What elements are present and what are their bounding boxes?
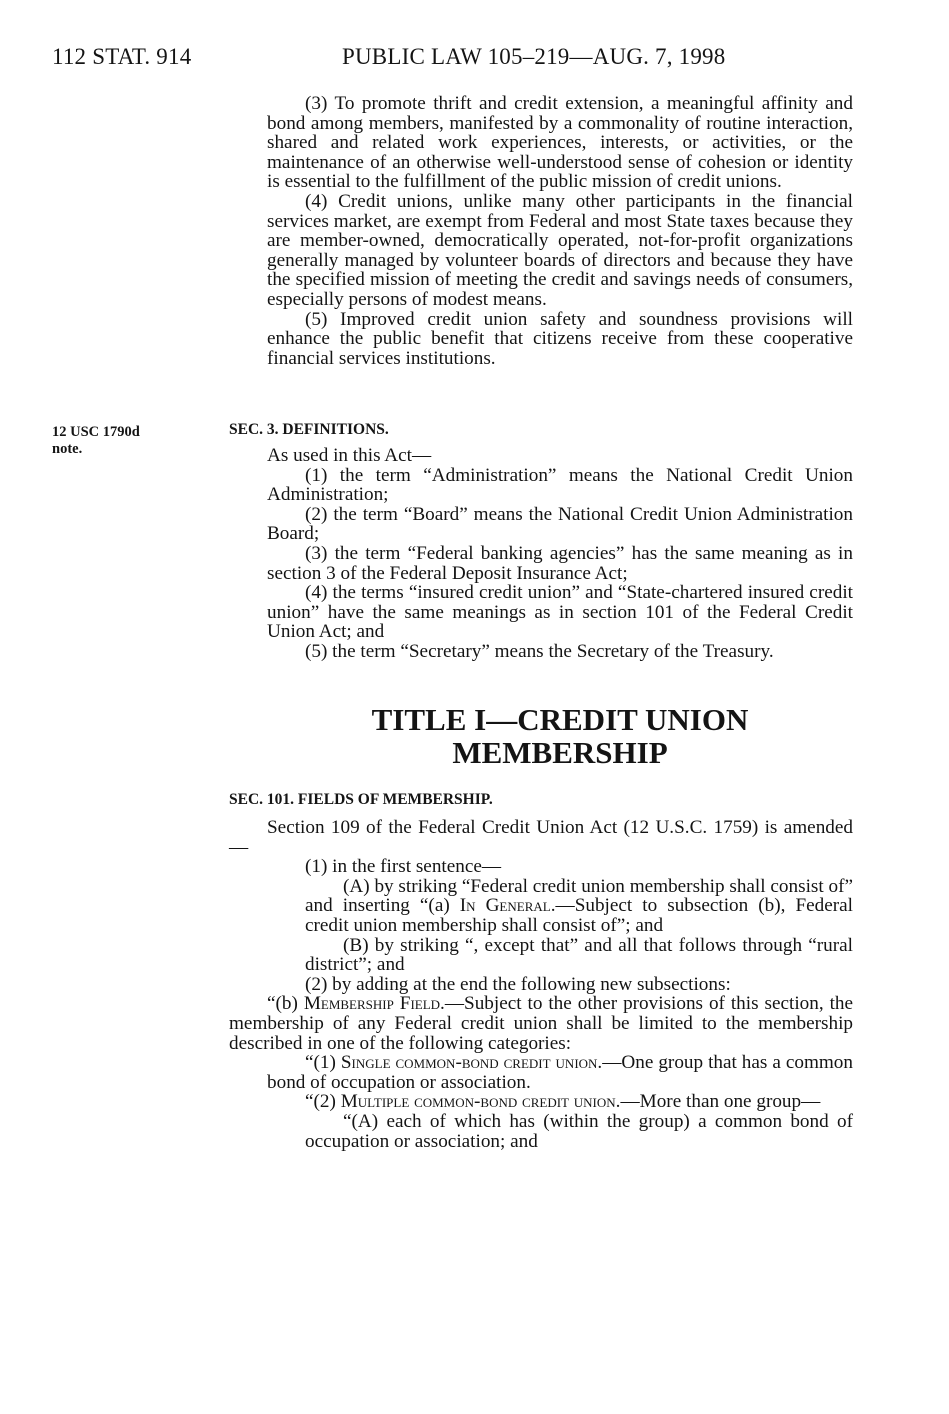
title-line-2: MEMBERSHIP <box>452 735 668 770</box>
finding-4: (4) Credit unions, unlike many other participants in the financial services market, are exempt from Federal and most State taxes because they are member-owned, democratically operated, not-for-profit organizations generally managed by volunteer boards of directors and because they have the specified mission of meeting the credit and savings needs of consumers, especially persons of modest means. <box>267 190 853 310</box>
page-citation: 112 STAT. 914 <box>52 44 192 69</box>
title-heading <box>229 703 853 769</box>
margin-note-citation: 12 USC 1790d <box>52 424 140 440</box>
definition-5: (5) the term “Secretary” means the Secretary of the Treasury. <box>305 640 774 662</box>
findings-block <box>229 94 853 368</box>
section-101 <box>229 791 853 1151</box>
section-101-intro: Section 109 of the Federal Credit Union Act (12 U.S.C. 1759) is amended— <box>229 817 853 858</box>
margin-note-suffix: note. <box>52 441 83 457</box>
section-3 <box>229 421 853 662</box>
section-3-heading: SEC. 3. DEFINITIONS. <box>229 421 389 438</box>
definition-1: (1) the term “Administration” means the National Credit Union Administration; <box>267 464 853 506</box>
section-3-intro: As used in this Act— <box>267 445 432 466</box>
definition-4: (4) the terms “insured credit union” and “State-chartered insured credit union” have the same meanings as in section 101 of the Federal Credit Union Act; and <box>267 582 853 643</box>
running-head: PUBLIC LAW 105–219—AUG. 7, 1998 <box>342 44 726 69</box>
category-2: “(2) Multiple common-bond credit union.—More than one group— <box>305 1091 821 1113</box>
title-line-1: TITLE I—CREDIT UNION <box>371 702 749 737</box>
amendment-2: (2) by adding at the end the following new subsections: <box>305 973 731 995</box>
finding-5: (5) Improved credit union safety and soundness provisions will enhance the public benefit that citizens receive from these cooperative financial services institutions. <box>267 308 853 369</box>
section-101-heading: SEC. 101. FIELDS OF MEMBERSHIP. <box>229 791 493 808</box>
amendment-1-b: (B) by striking “, except that” and all that follows through “rural district”; and <box>305 934 853 976</box>
amendment-1: (1) in the first sentence— <box>305 856 502 878</box>
category-1: “(1) Single common-bond credit union.—One group that has a common bond of occupation or association. <box>267 1052 853 1093</box>
definition-2: (2) the term “Board” means the National Credit Union Administration Board; <box>267 503 853 545</box>
amendment-1-a: (A) by striking “Federal credit union membership shall consist of” and inserting “(a) In General.—Subject to subsection (b), Federal credit union membership shall consist of”; and <box>305 875 853 936</box>
subsection-b: “(b) Membership Field.—Subject to the other provisions of this section, the membership of any Federal credit union shall be limited to the membership described in one of the following categories: <box>229 993 854 1054</box>
finding-3: (3) To promote thrift and credit extension, a meaningful affinity and bond among members, manifested by a commonality of routine interaction, shared and related work experiences, interests, or activities, or the maintenance of an otherwise well-understood sense of cohesion or identity is essential to the fulfillment of the public mission of credit unions. <box>267 93 853 193</box>
margin-note <box>52 424 192 458</box>
definition-3: (3) the term “Federal banking agencies” has the same meaning as in section 3 of the Federal Deposit Insurance Act; <box>267 542 853 584</box>
category-2-a: “(A) each of which has (within the group) a common bond of occupation or association; and <box>305 1110 853 1152</box>
